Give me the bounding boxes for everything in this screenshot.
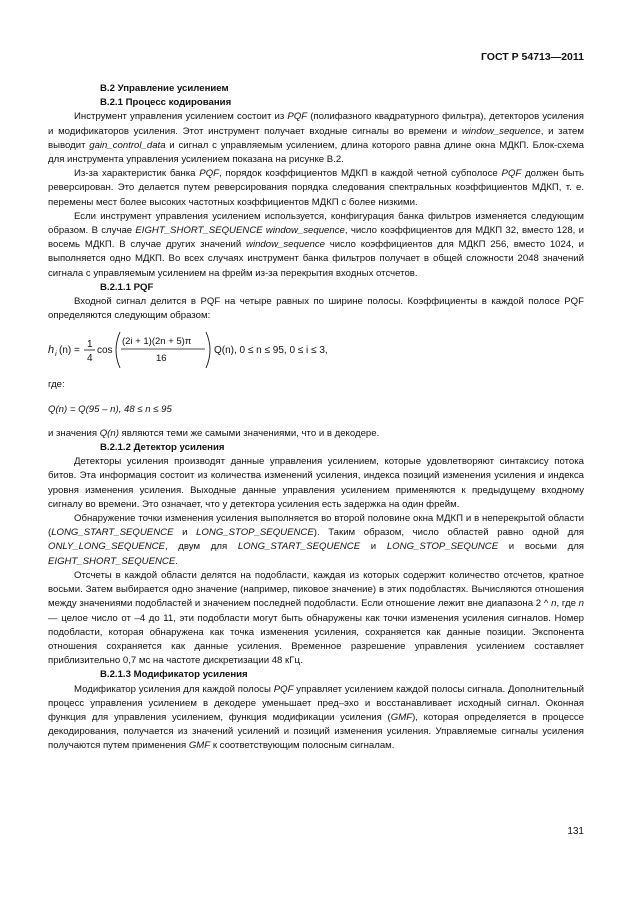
paragraph [48, 167, 584, 210]
paragraph: Входной сигнал делится в PQF на четыре равных по ширине полосы. Коэффициенты в каждой полосе PQF определяются следующим образом: [48, 296, 584, 322]
text: , число коэффициентов для МДКП 32, вместо 128, и восемь МДКП. В случае других значений [48, 225, 584, 251]
paragraph [48, 427, 584, 441]
formula-frac-den: 4 [87, 353, 93, 365]
italic-term: LONG_START_SEQUENCE [237, 541, 361, 553]
pqf-formula [48, 326, 584, 378]
text: . [175, 555, 178, 567]
italic-term: LONG_STOP_SEQUENCE [196, 527, 314, 539]
text: ). Таким образом, число областей равно одной для [313, 527, 585, 539]
italic-term: EIGHT_SHORT_SEQUENCE window_sequence [135, 225, 345, 237]
formula-frac-num: 1 [87, 339, 93, 351]
text: , двум для [164, 541, 238, 553]
text: ), которая определяется в процессе декодирования, получается из значений усилений и позиций изменения усиления. Управляемые сигналы усиления получаются путем применения [48, 711, 585, 752]
text: , где [556, 598, 579, 610]
italic-term: PQF [287, 111, 308, 123]
text: управляет усилением каждой полосы сигнала. Дополнительный процесс управления усилением в декодере уменьшает пред–эхо и восстанавливает исходный сигнал. Оконная функция для управления усилением, функция модификации усиления ( [48, 683, 585, 723]
italic-term: gain_control_data [89, 139, 166, 151]
text: — целое число от –4 до 11, эти подобласти могут быть обнаружены как точки изменения усиления сигналов. Номер подобласти, которая обнаружена как точка изменения усиления, сохраняется как данные позиции. Экспонента отношения сохраняется как данные усиления. Временное разрешение управления усилением составляет приблизительно 0,7 мс на частоте дискретизации 48 кГц. [48, 612, 584, 667]
text: являются теми же самыми значениями, что и в декодере. [118, 427, 380, 439]
italic-term: LONG_START_SEQUENCE [51, 527, 174, 539]
page-number: 131 [567, 826, 584, 837]
text: (полифазного квадратурного фильтра), детекторов усиления и модификаторов усиления. Этот инструмент получает входные сигналы во времени и [48, 111, 584, 137]
section-heading-b211: В.2.1.1 PQF [100, 281, 154, 293]
paragraph [48, 683, 584, 754]
italic-term: ONLY_LONG_SEQUENCE [48, 541, 165, 553]
italic-term: n [578, 598, 584, 610]
paragraph: Детекторы усиления производят данные управления усилением, которые удовлетворяют синтаксису потока битов. Эта информация состоит из количества изменений усиления, индекса позиций изменения усиления и индекса уровня изменения усиления. Выходные данные управления усилением применяются к предыдущему входному сигналу во времени. Это означает, что у детектора усиления есть задержка на один фрейм. [48, 456, 584, 510]
text: Обнаружение точки изменения усиления выполняется во второй половине окна МДКП и в неперекрытой области ( [48, 513, 584, 539]
formula-tail: Q(n), 0 ≤ n ≤ 95, 0 ≤ i ≤ 3, [214, 345, 328, 357]
formula-subscript-i: i [55, 349, 57, 359]
formula-lhs: (n) = [59, 345, 80, 357]
paragraph [48, 110, 584, 167]
italic-term: GMF [188, 740, 211, 752]
paragraph [48, 512, 584, 569]
q-definition: Q(n) = Q(95 – n), 48 ≤ n ≤ 95 [48, 403, 172, 415]
document-body [48, 82, 584, 754]
text: и [173, 527, 197, 539]
italic-term: Q(n) [99, 427, 119, 439]
spacer [48, 393, 584, 403]
where-label: где: [48, 379, 65, 391]
text: и [360, 541, 387, 553]
standard-designation: ГОСТ Р 54713—2011 [480, 51, 584, 63]
text: Отсчеты в каждой области делятся на подобласти, каждая из которых содержит количество отсчетов, кратное восьми. Затем выбирается одно значение (например, пиковое значение) в этих подобластях. Вычисляются отношения между значениями подобластей и значением последней подобласти. Если отношение лежит вне диапазона 2 ^ [48, 569, 584, 610]
italic-term: LONG_STOP_SEQUNCE [386, 541, 499, 553]
section-heading-b213: В.2.1.3 Модификатор усиления [100, 669, 248, 681]
text: Модификатор усиления для каждой полосы [74, 683, 274, 695]
right-paren [206, 332, 210, 368]
text: и сигнал с управляемым усилением, длина которого равна длине окна МДКП. Блок-схема для инструмента управления усилением показана на рисунке В.2. [48, 139, 585, 166]
section-heading-b21: В.2.1 Процесс кодирования [100, 97, 232, 109]
section-heading-b212: В.2.1.2 Детектор усиления [100, 442, 225, 454]
formula-graphic [48, 326, 584, 378]
italic-term: PQF [501, 168, 522, 180]
formula-inner-den: 16 [156, 353, 167, 365]
text: , и затем выводит [48, 125, 584, 151]
text: и значения [48, 427, 100, 439]
italic-term: PQF [199, 168, 220, 180]
section-heading-b2: В.2 Управление усилением [100, 83, 229, 94]
text: , порядок коэффициентов МДКП в каждой четной субполосе [219, 168, 502, 180]
spacer [48, 417, 584, 427]
formula-inner-num: (2i + 1)(2n + 5)π [122, 336, 192, 348]
text: Если инструмент управления усилением используется, конфигурация банка фильтров изменяется следующим образом. В случае [48, 210, 584, 237]
text: должен быть реверсирован. Это делается путем реверсирования порядка следования спектральных коэффициентов МДКП, т. е. перемены мест более высоких частотных коэффициентов МДКП с более низкими. [48, 168, 584, 208]
formula-cos: cos [97, 345, 113, 357]
paragraph [48, 210, 584, 281]
text: число коэффициентов для МДКП 256, вместо 1024, и выполняется одно МДКП. Во всех случаях инструмент банка фильтров получает в общей сложности 2048 значений сигнала с управляемым усилением на фрейм из-за перекрытия входных отсчетов. [48, 239, 584, 279]
italic-term: window_sequence [461, 125, 541, 137]
text: Инструмент управления усилением состоит из [74, 111, 288, 123]
italic-term: EIGHT_SHORT_SEQUENCE [48, 555, 176, 567]
italic-term: window_sequence [246, 239, 325, 251]
italic-term: GMF [390, 711, 413, 723]
left-paren [116, 332, 120, 368]
text: и восьми для [498, 541, 584, 553]
text: к соответствующим полосным сигналам. [210, 740, 395, 752]
italic-term: n [551, 598, 557, 610]
text: Из-за характеристик банка [74, 168, 200, 180]
formula-h: h [48, 344, 55, 357]
italic-term: PQF [273, 683, 294, 695]
paragraph [48, 569, 584, 668]
